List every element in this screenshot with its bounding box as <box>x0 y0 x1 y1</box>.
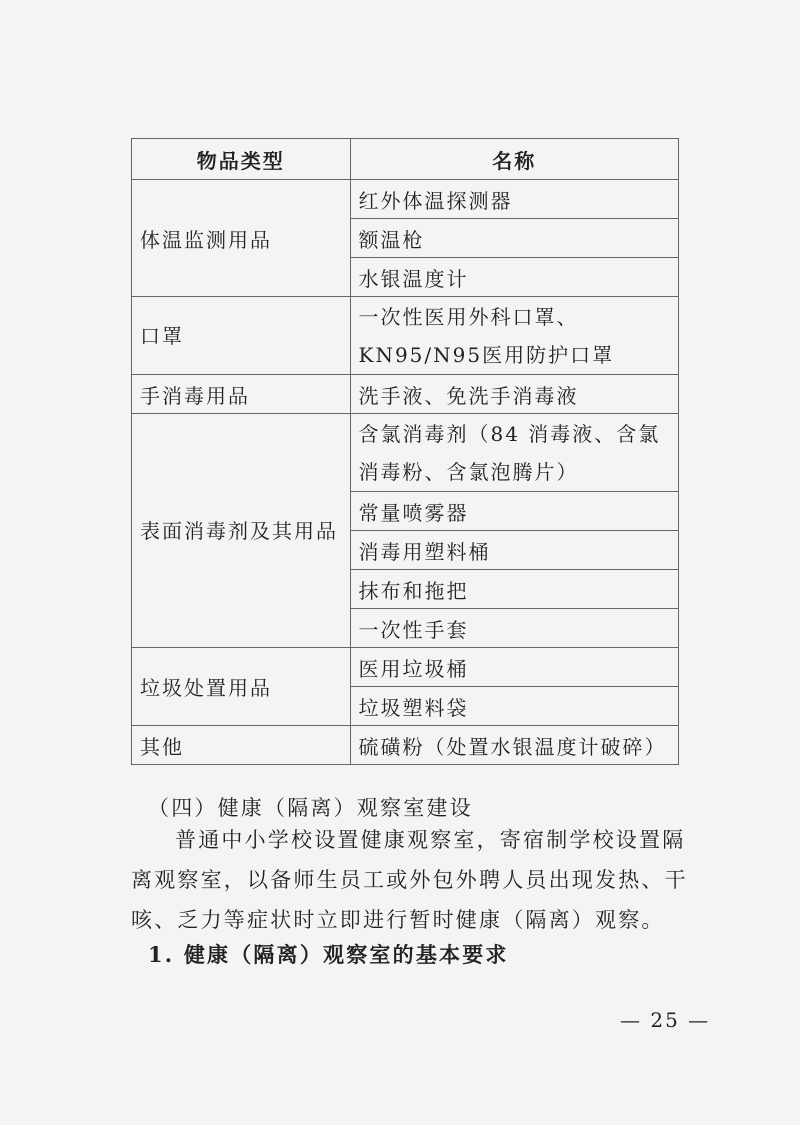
item-cell: 医用垃圾桶 <box>350 648 679 687</box>
item-cell: 水银温度计 <box>350 258 679 297</box>
item-cell: 红外体温探测器 <box>350 180 679 219</box>
category-cell: 体温监测用品 <box>132 180 351 297</box>
supplies-table <box>131 138 679 765</box>
header-name: 名称 <box>350 139 679 180</box>
table-row <box>132 648 679 687</box>
item-cell: 含氯消毒剂（84 消毒液、含氯消毒粉、含氯泡腾片） <box>350 414 679 492</box>
table-row <box>132 414 679 492</box>
table-header-row <box>132 139 679 180</box>
table-row <box>132 375 679 414</box>
table-row <box>132 726 679 765</box>
category-cell: 其他 <box>132 726 351 765</box>
item-cell: 硫磺粉（处置水银温度计破碎） <box>350 726 679 765</box>
page-number: — 25 — <box>620 1008 711 1032</box>
item-cell: 额温枪 <box>350 219 679 258</box>
body-paragraph: 普通中小学校设置健康观察室，寄宿制学校设置隔离观察室，以备师生员工或外包外聘人员出现发热、干咳、乏力等症状时立即进行暂时健康（隔离）观察。 <box>131 828 688 932</box>
item-cell: 洗手液、免洗手消毒液 <box>350 375 679 414</box>
subheading: 1. 健康（隔离）观察室的基本要求 <box>148 942 509 967</box>
item-cell: 抹布和拖把 <box>350 570 679 609</box>
table-row <box>132 297 679 375</box>
table-row <box>132 180 679 219</box>
category-cell: 口罩 <box>132 297 351 375</box>
category-cell: 表面消毒剂及其用品 <box>132 414 351 648</box>
section-heading: （四）健康（隔离）观察室建设 <box>148 796 473 820</box>
item-cell: 一次性手套 <box>350 609 679 648</box>
category-cell: 手消毒用品 <box>132 375 351 414</box>
item-cell: 消毒用塑料桶 <box>350 531 679 570</box>
category-cell: 垃圾处置用品 <box>132 648 351 726</box>
item-cell: 常量喷雾器 <box>350 492 679 531</box>
item-cell: 垃圾塑料袋 <box>350 687 679 726</box>
header-type: 物品类型 <box>132 139 351 180</box>
item-cell: 一次性医用外科口罩、KN95/N95医用防护口罩 <box>350 297 679 375</box>
